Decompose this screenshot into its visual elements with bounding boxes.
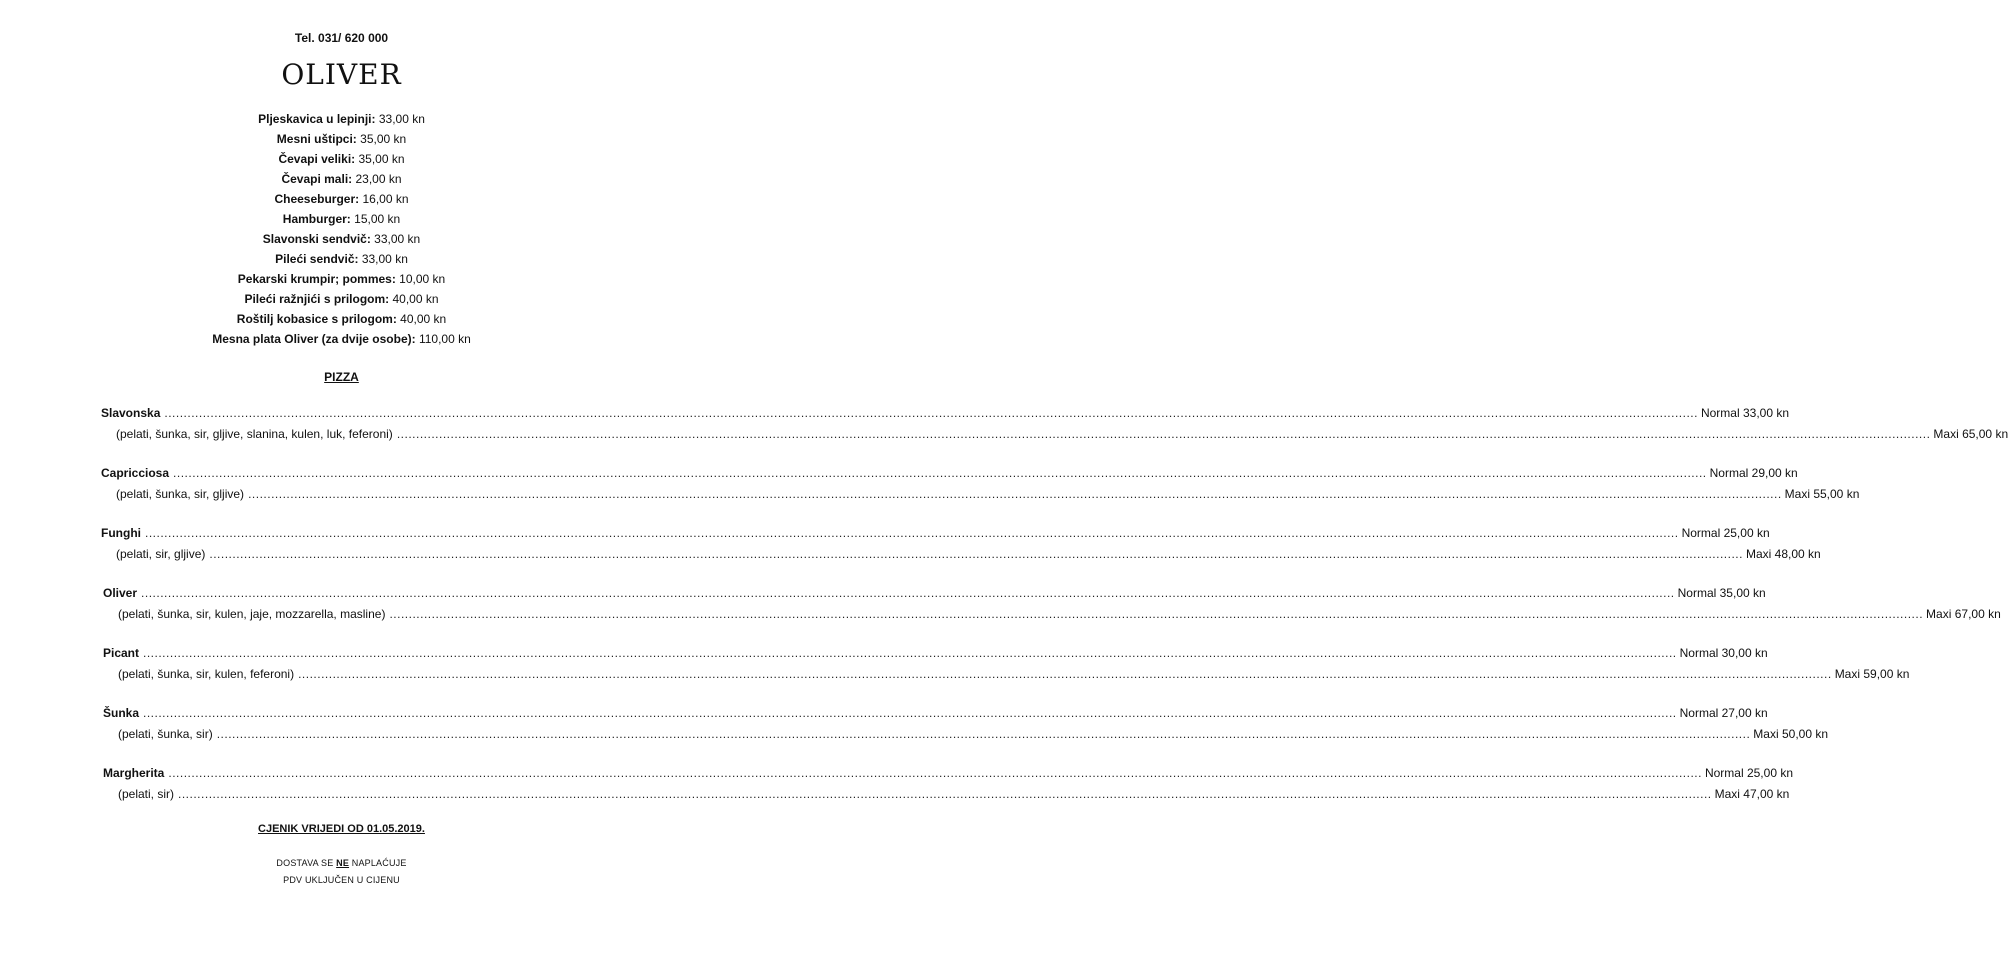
menu-item-price: 40,00 kn [392,292,439,306]
dot-leader: ................................................................................................................................................................................................................................................................................................................................................................................................................ [164,406,1698,420]
menu-item-name: Pileći sendvič: [275,252,359,266]
pizza-normal-price: Normal 30,00 kn [1679,646,1768,660]
pizza-name: Funghi [101,526,141,540]
dot-leader: ................................................................................................................................................................................................................................................................................................................................................................................................................ [143,646,1677,660]
menu-item-name: Hamburger: [282,212,351,226]
pizza-ingredients-row [118,666,1910,682]
pizza-normal-price: Normal 25,00 kn [1704,766,1793,780]
delivery-note [0,858,683,868]
pizza-name: Picant [103,646,140,660]
pizza-row [103,705,1768,721]
menu-item-name: Cheeseburger: [274,192,360,206]
pizza-row [101,405,1790,421]
pizza-name: Capricciosa [101,466,170,480]
menu-item [0,309,683,329]
dot-leader: ................................................................................................................................................................................................................................................................................................................................................................................................................ [209,547,1743,561]
pizza-ingredients-row [118,786,1790,802]
dot-leader: ................................................................................................................................................................................................................................................................................................................................................................................................................ [168,766,1702,780]
pizza-maxi-price: Maxi 55,00 kn [1784,487,1860,501]
menu-item-price: 15,00 kn [354,212,401,226]
pizza-ingredients-row [116,486,1860,502]
dot-leader: ................................................................................................................................................................................................................................................................................................................................................................................................................ [216,727,1751,741]
pizza-maxi-price: Maxi 48,00 kn [1745,547,1821,561]
menu-item [0,269,683,289]
menu-item-name: Mesna plata Oliver (za dvije osobe): [212,332,416,346]
menu-item-price: 110,00 kn [418,332,471,346]
menu-item-price: 23,00 kn [355,172,402,186]
pizza-name: Šunka [103,706,140,720]
pizza-row [103,645,1768,661]
menu-item-price: 33,00 kn [378,112,425,126]
dot-leader: ................................................................................................................................................................................................................................................................................................................................................................................................................ [141,586,1675,600]
menu-item-name: Slavonski sendvič: [262,232,371,246]
pizza-ingredients-row [118,726,1829,742]
menu-item-price: 40,00 kn [400,312,447,326]
pizza-ingredients: (pelati, šunka, sir, kulen, jaje, mozzarella, masline) [118,607,386,621]
menu-item [0,289,683,309]
delivery-note-start: DOSTAVA SE [276,858,337,868]
pizza-maxi-price: Maxi 65,00 kn [1933,427,2008,441]
dot-leader: ................................................................................................................................................................................................................................................................................................................................................................................................................ [178,787,1712,801]
dot-leader: ................................................................................................................................................................................................................................................................................................................................................................................................................ [144,526,1679,540]
menu-item-name: Pljeskavica u lepinji: [258,112,376,126]
pizza-row [103,765,1793,781]
pizza-maxi-price: Maxi 59,00 kn [1834,667,1910,681]
menu-item [0,209,683,229]
menu-item-name: Pekarski krumpir; pommes: [237,272,396,286]
pizza-ingredients-row [116,546,1821,562]
vat-note: PDV UKLJUČEN U CIJENU [283,875,400,885]
dot-leader: ................................................................................................................................................................................................................................................................................................................................................................................................................ [173,466,1707,480]
pizza-ingredients: (pelati, šunka, sir, gljive) [116,487,245,501]
menu-item [0,149,683,169]
pizza-normal-price: Normal 27,00 kn [1679,706,1768,720]
pizza-ingredients: (pelati, sir, gljive) [116,547,206,561]
pizza-ingredients: (pelati, šunka, sir, gljive, slanina, kulen, luk, feferoni) [116,427,393,441]
pizza-normal-price: Normal 29,00 kn [1709,466,1798,480]
menu-item-price: 35,00 kn [360,132,407,146]
pizza-ingredients: (pelati, šunka, sir, kulen, feferoni) [118,667,295,681]
delivery-note-end: NAPLAĆUJE [349,858,407,868]
dot-leader: ................................................................................................................................................................................................................................................................................................................................................................................................................ [298,667,1832,681]
menu-item [0,249,683,269]
menu-item [0,129,683,149]
menu-item-price: 33,00 kn [374,232,421,246]
menu-item-name: Mesni uštipci: [276,132,357,146]
phone-number: Tel. 031/ 620 000 [294,31,389,45]
menu-item-price: 16,00 kn [362,192,409,206]
restaurant-title: OLIVER [281,58,402,91]
pizza-row [103,585,1766,601]
pizza-name: Oliver [103,586,138,600]
menu-item-name: Čevapi mali: [281,172,353,186]
dot-leader: ................................................................................................................................................................................................................................................................................................................................................................................................................ [143,706,1677,720]
menu-item-name: Roštilj kobasice s prilogom: [236,312,397,326]
pizza-heading: PIZZA [324,370,359,384]
pizza-ingredients: (pelati, šunka, sir) [118,727,213,741]
menu-item [0,229,683,249]
menu-item-price: 33,00 kn [361,252,408,266]
pizza-ingredients: (pelati, sir) [118,787,175,801]
pizza-normal-price: Normal 35,00 kn [1677,586,1766,600]
pizza-normal-price: Normal 25,00 kn [1681,526,1770,540]
price-validity-note: CJENIK VRIJEDI OD 01.05.2019. [258,823,425,835]
menu-item [0,109,683,129]
pizza-row [101,465,1798,481]
pizza-name: Slavonska [101,406,161,420]
pizza-row [101,525,1770,541]
menu-item-price: 35,00 kn [358,152,405,166]
delivery-note-ne: NE [336,858,350,868]
menu-item [0,329,683,349]
dot-leader: ................................................................................................................................................................................................................................................................................................................................................................................................................ [389,607,1924,621]
menu-item [0,169,683,189]
pizza-normal-price: Normal 33,00 kn [1700,406,1790,420]
pizza-name: Margherita [103,766,165,780]
pizza-maxi-price: Maxi 67,00 kn [1926,607,2001,621]
pizza-maxi-price: Maxi 47,00 kn [1714,787,1790,801]
dot-leader: ................................................................................................................................................................................................................................................................................................................................................................................................................ [396,427,1931,441]
pizza-ingredients-row [118,606,2001,622]
menu-item-price: 10,00 kn [399,272,446,286]
dot-leader: ................................................................................................................................................................................................................................................................................................................................................................................................................ [248,487,1782,501]
pizza-ingredients-row [116,426,2008,442]
pizza-maxi-price: Maxi 50,00 kn [1753,727,1829,741]
menu-item-name: Pileći ražnjići s prilogom: [244,292,390,306]
menu-item [0,189,683,209]
menu-item-name: Čevapi veliki: [278,152,356,166]
